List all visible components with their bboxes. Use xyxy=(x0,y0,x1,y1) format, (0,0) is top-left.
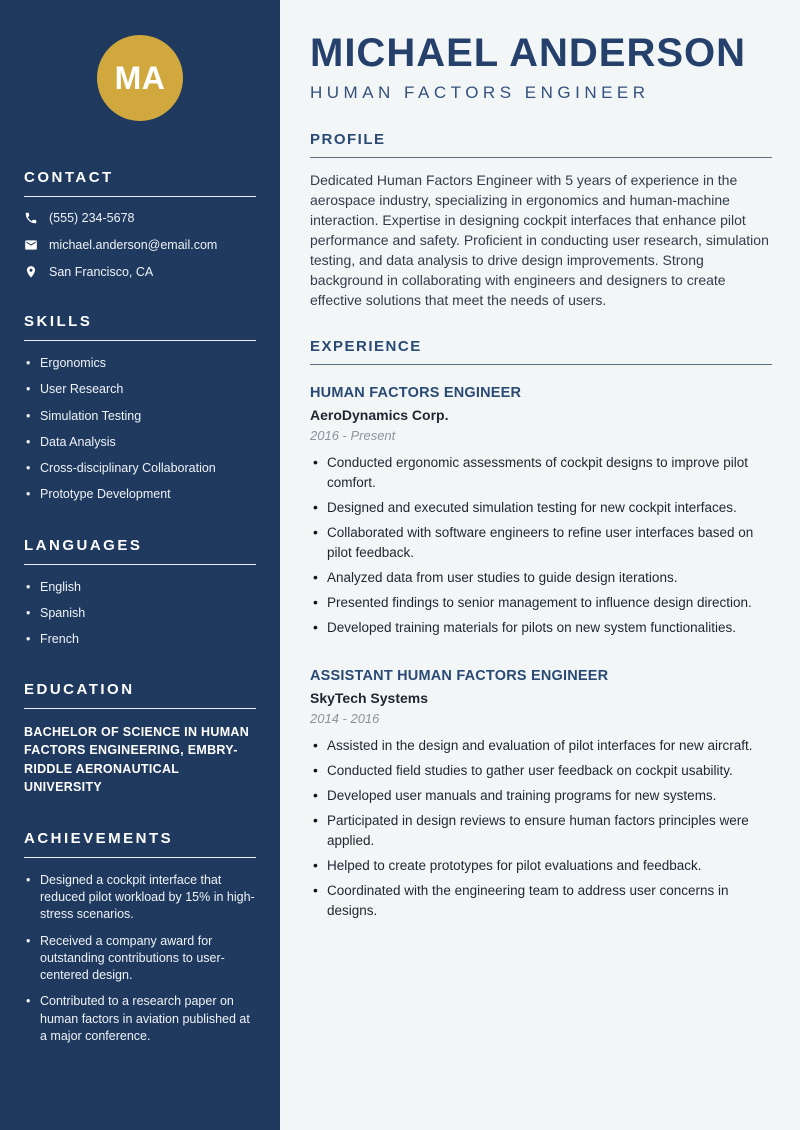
job-dates: 2016 - Present xyxy=(310,428,396,443)
job-title: ASSISTANT HUMAN FACTORS ENGINEER xyxy=(310,667,609,684)
avatar xyxy=(97,35,183,121)
job-bullet: • Helped to create prototypes for pilot evaluations and feedback. xyxy=(310,856,772,876)
job-bullet: • Presented findings to senior management to influence design direction. xyxy=(310,593,772,613)
phone-icon xyxy=(24,211,38,225)
achievement-item: • Contributed to a research paper on human factors in aviation published at a major conference. xyxy=(24,993,256,1045)
avatar-wrap xyxy=(24,35,256,121)
sidebar xyxy=(0,0,280,1130)
experience-heading: EXPERIENCE xyxy=(310,338,422,355)
achievements-list xyxy=(24,872,256,1045)
language-item: • Spanish xyxy=(24,605,256,621)
job-bullet: • Developed user manuals and training programs for new systems. xyxy=(310,786,772,806)
languages-section xyxy=(24,537,256,648)
job-bullet: • Analyzed data from user studies to guide design iterations. xyxy=(310,568,772,588)
avatar-initials: MA xyxy=(114,59,166,96)
job-company: AeroDynamics Corp. xyxy=(310,407,449,423)
contact-email-text: michael.anderson@email.com xyxy=(49,238,218,252)
job-bullet: • Coordinated with the engineering team to address user concerns in designs. xyxy=(310,881,772,921)
achievements-divider xyxy=(24,857,256,858)
job-bullet: • Assisted in the design and evaluation of pilot interfaces for new aircraft. xyxy=(310,736,772,756)
contact-phone-row xyxy=(24,211,256,225)
skill-item: • Ergonomics xyxy=(24,355,256,371)
skill-item: • User Research xyxy=(24,381,256,397)
skills-heading: SKILLS xyxy=(24,313,93,330)
education-heading: EDUCATION xyxy=(24,681,135,699)
job-bullet: • Collaborated with software engineers to refine user interfaces based on pilot feedback. xyxy=(310,523,772,563)
education-divider xyxy=(24,708,256,709)
contact-phone-text: (555) 234-5678 xyxy=(49,211,135,225)
skill-item: • Simulation Testing xyxy=(24,408,256,424)
achievements-section xyxy=(24,830,256,1045)
experience-divider xyxy=(310,364,772,365)
contact-email-row xyxy=(24,238,256,252)
skill-item: • Cross-disciplinary Collaboration xyxy=(24,460,256,476)
contact-section xyxy=(24,169,256,279)
location-icon xyxy=(24,265,38,279)
skills-divider xyxy=(24,340,256,341)
skills-list xyxy=(24,355,256,503)
job-entry xyxy=(310,385,772,638)
email-icon xyxy=(24,238,38,252)
achievements-heading: ACHIEVEMENTS xyxy=(24,829,174,847)
contact-divider xyxy=(24,196,256,197)
contact-location-row xyxy=(24,265,256,279)
experience-section xyxy=(310,338,772,921)
person-title: HUMAN FACTORS ENGINEER xyxy=(310,83,650,102)
language-item: • English xyxy=(24,579,256,595)
education-degree: BACHELOR OF SCIENCE IN HUMAN FACTORS ENGINEERING, EMBRY-RIDDLE AERONAUTICAL UNIVERSITY xyxy=(24,725,250,794)
main-content xyxy=(280,0,800,1130)
languages-heading: LANGUAGES xyxy=(24,536,143,554)
job-bullet: • Conducted ergonomic assessments of cockpit designs to improve pilot comfort. xyxy=(310,453,772,493)
languages-list xyxy=(24,579,256,648)
job-dates: 2014 - 2016 xyxy=(310,710,380,726)
contact-heading: CONTACT xyxy=(24,169,114,186)
profile-heading: PROFILE xyxy=(310,131,386,148)
profile-section xyxy=(310,131,772,310)
job-bullets xyxy=(310,453,772,638)
job-bullet: • Designed and executed simulation testing for new cockpit interfaces. xyxy=(310,498,772,518)
job-bullet: • Developed training materials for pilots on new system functionalities. xyxy=(310,618,772,638)
achievement-item: • Received a company award for outstanding contributions to user-centered design. xyxy=(24,933,256,985)
language-item: • French xyxy=(24,631,256,647)
job-bullets xyxy=(310,736,772,921)
job-bullet: • Participated in design reviews to ensure human factors principles were applied. xyxy=(310,811,772,851)
job-entry xyxy=(310,668,772,921)
profile-divider xyxy=(310,157,772,158)
languages-divider xyxy=(24,564,256,565)
skill-item: • Prototype Development xyxy=(24,486,256,502)
education-section xyxy=(24,681,256,796)
profile-text: Dedicated Human Factors Engineer with 5 years of experience in the aerospace industry, specializing in ergonomics and human-machine interaction. Expertise in designing cockpit interfaces that enhance pilot performance and safety. Proficient in conducting user research, simulation testing, and data analysis to drive design improvements. Strong background in collaborating with engineers and designers to create effective solutions that meet the needs of users. xyxy=(310,172,769,308)
achievement-item: • Designed a cockpit interface that reduced pilot workload by 15% in high-stress scenarios. xyxy=(24,872,256,924)
job-bullet: • Conducted field studies to gather user feedback on cockpit usability. xyxy=(310,761,772,781)
contact-location-text: San Francisco, CA xyxy=(49,265,154,279)
job-company: SkyTech Systems xyxy=(310,689,429,706)
skill-item: • Data Analysis xyxy=(24,434,256,450)
job-title: HUMAN FACTORS ENGINEER xyxy=(310,385,522,401)
person-name: MICHAEL ANDERSON xyxy=(310,31,747,75)
skills-section xyxy=(24,313,256,503)
